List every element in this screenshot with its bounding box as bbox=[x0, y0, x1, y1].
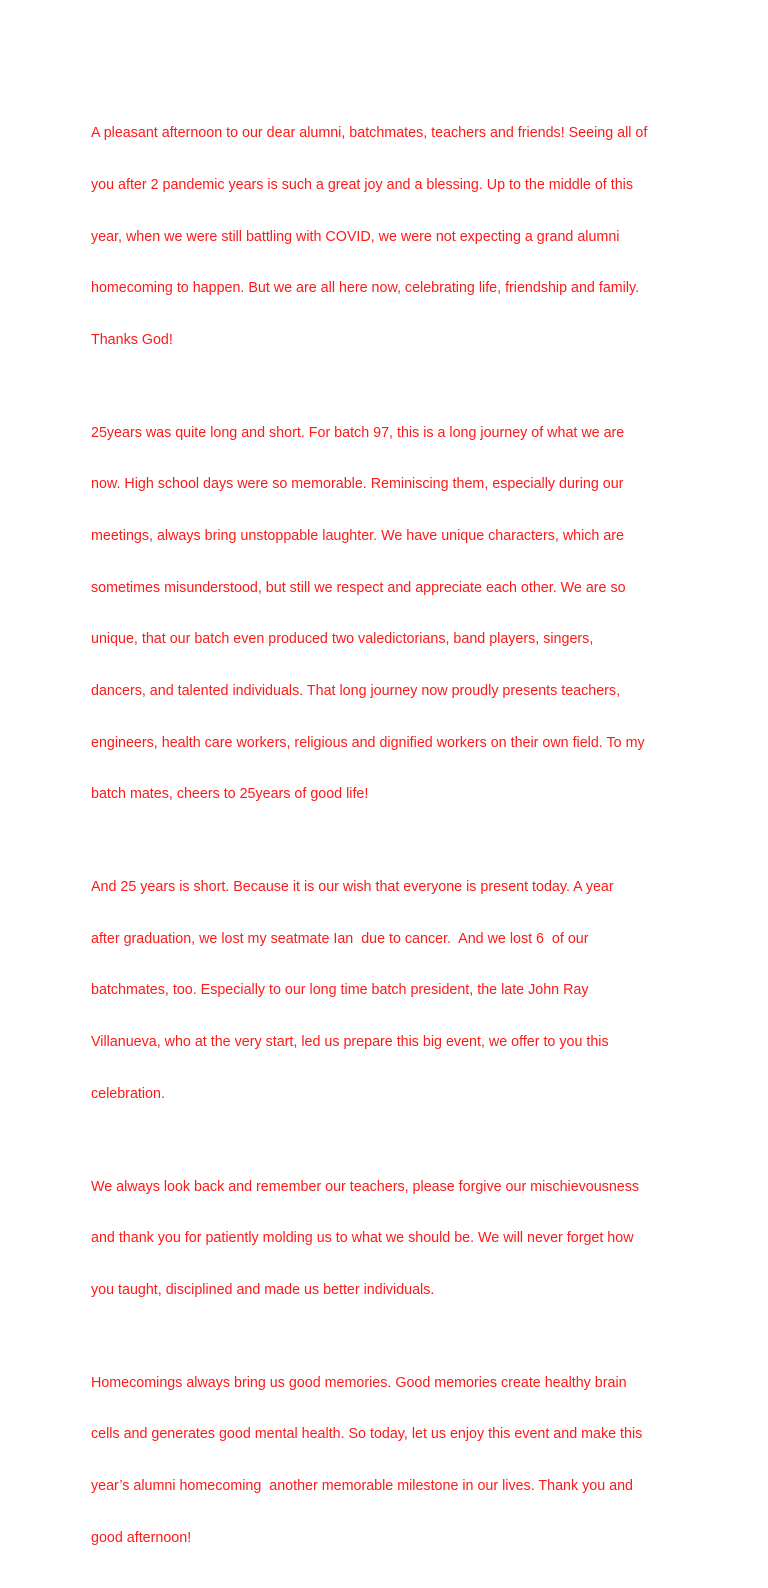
text-line: homecoming to happen. But we are all here now, celebrating life, friendship and family. bbox=[91, 280, 640, 297]
text-line: batch mates, cheers to 25years of good life! bbox=[91, 786, 369, 803]
text-line: now. High school days were so memorable. Reminiscing them, especially during our bbox=[91, 476, 624, 493]
text-line: good afternoon! bbox=[91, 1529, 192, 1546]
text-line: batchmates, too. Especially to our long time batch president, the late John Ray bbox=[91, 982, 589, 999]
text-line: after graduation, we lost my seatmate Ian due to cancer. And we lost 6 of our bbox=[91, 930, 589, 947]
text-line: engineers, health care workers, religious and dignified workers on their own field. To my bbox=[91, 734, 645, 751]
paragraph-greeting bbox=[91, 91, 681, 383]
text-line: A pleasant afternoon to our dear alumni, batchmates, teachers and friends! Seeing all of bbox=[91, 125, 648, 142]
text-line: celebration. bbox=[91, 1085, 165, 1102]
paragraph-remembrance bbox=[91, 845, 681, 1137]
text-line: Thanks God! bbox=[91, 331, 173, 348]
text-line: sometimes misunderstood, but still we respect and appreciate each other. We are so bbox=[91, 579, 626, 596]
text-line: Homecomings always bring us good memories. Good memories create healthy brain bbox=[91, 1374, 627, 1391]
text-line: unique, that our batch even produced two valedictorians, band players, singers, bbox=[91, 631, 594, 648]
text-line: 25years was quite long and short. For batch 97, this is a long journey of what we are bbox=[91, 424, 625, 441]
text-line: We always look back and remember our teachers, please forgive our mischievousness bbox=[91, 1178, 640, 1195]
paragraph-teachers bbox=[91, 1144, 681, 1333]
speech-text bbox=[91, 91, 681, 1588]
text-line: and thank you for patiently molding us to what we should be. We will never forget how bbox=[91, 1230, 634, 1247]
text-line: year’s alumni homecoming another memorable milestone in our lives. Thank you and bbox=[91, 1478, 633, 1495]
text-line: And 25 years is short. Because it is our wish that everyone is present today. A year bbox=[91, 879, 614, 896]
paragraph-closing bbox=[91, 1340, 681, 1581]
paragraph-batch-journey bbox=[91, 390, 681, 837]
text-line: you taught, disciplined and made us better individuals. bbox=[91, 1281, 435, 1298]
text-line: Villanueva, who at the very start, led us prepare this big event, we offer to you this bbox=[91, 1033, 609, 1050]
text-line: year, when we were still battling with COVID, we were not expecting a grand alumni bbox=[91, 228, 620, 245]
text-line: cells and generates good mental health. So today, let us enjoy this event and make this bbox=[91, 1426, 643, 1443]
text-line: you after 2 pandemic years is such a great joy and a blessing. Up to the middle of this bbox=[91, 177, 633, 194]
text-line: dancers, and talented individuals. That long journey now proudly presents teachers, bbox=[91, 682, 621, 699]
text-line: meetings, always bring unstoppable laughter. We have unique characters, which are bbox=[91, 528, 625, 545]
